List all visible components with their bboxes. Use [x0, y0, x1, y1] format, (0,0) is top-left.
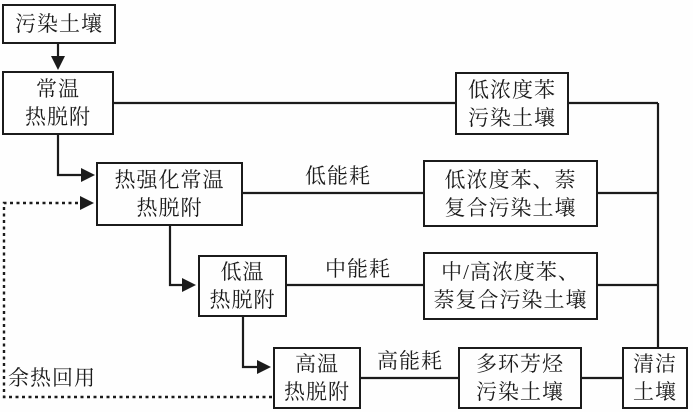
node-contaminated-soil-label: 污染土壤	[15, 12, 103, 36]
arrowhead-enhanced-to-lowtemp	[182, 278, 196, 292]
arrowhead-lowtemp-to-hightemp	[257, 360, 271, 374]
node-clean-line2: 土壤	[633, 380, 677, 404]
node-pah-soil	[458, 347, 582, 409]
node-ambient-thermal-desorption	[2, 71, 114, 135]
node-low-temp-line2: 热脱附	[209, 288, 276, 312]
node-low-temp-line1: 低温	[220, 260, 265, 284]
node-mid-high-line2: 萘复合污染土壤	[433, 288, 588, 312]
node-high-temp-line1: 高温	[295, 352, 339, 376]
node-high-temp-desorption	[273, 347, 361, 409]
node-contaminated-soil	[2, 4, 116, 44]
node-low-benzene-line1: 低浓度苯	[468, 77, 556, 102]
node-ambient-line1: 常温	[36, 77, 80, 101]
node-enhanced-line1: 热强化常温	[114, 168, 225, 192]
node-clean-soil	[622, 347, 688, 409]
node-low-temp-desorption	[198, 255, 287, 317]
node-pah-line1: 多环芳烃	[476, 352, 564, 376]
node-low-benzene-naph-line1: 低浓度苯、萘	[444, 167, 577, 192]
node-clean-line1: 清洁	[633, 352, 677, 376]
label-waste-heat-reuse: 余热回用	[8, 366, 96, 390]
node-enhanced-ambient-desorption	[96, 162, 243, 226]
label-low-energy: 低能耗	[305, 164, 371, 188]
label-high-energy: 高能耗	[377, 349, 443, 373]
node-low-benzene-line2: 污染土壤	[468, 105, 556, 130]
node-mid-high-line1: 中/高浓度苯、	[441, 260, 580, 284]
arrowhead-soil-to-ambient	[51, 56, 65, 70]
arrowhead-ambient-to-enhanced	[81, 168, 95, 182]
node-mid-high-benzene-naphthalene-soil	[423, 252, 598, 320]
node-low-benzene-soil	[455, 72, 569, 135]
node-low-benzene-naphthalene-soil	[423, 160, 598, 227]
node-low-benzene-naph-line2: 复合污染土壤	[444, 195, 577, 220]
edge-enhanced-to-lowtemp	[170, 226, 183, 285]
node-enhanced-line2: 热脱附	[136, 196, 203, 220]
node-high-temp-line2: 热脱附	[284, 380, 350, 404]
edge-lowtemp-to-hightemp	[243, 317, 258, 367]
node-pah-line2: 污染土壤	[476, 380, 564, 404]
edge-ambient-to-enhanced	[58, 135, 82, 175]
label-mid-energy: 中能耗	[325, 257, 391, 281]
node-ambient-line2: 热脱附	[25, 105, 91, 129]
arrowhead-waste-heat	[80, 196, 94, 210]
